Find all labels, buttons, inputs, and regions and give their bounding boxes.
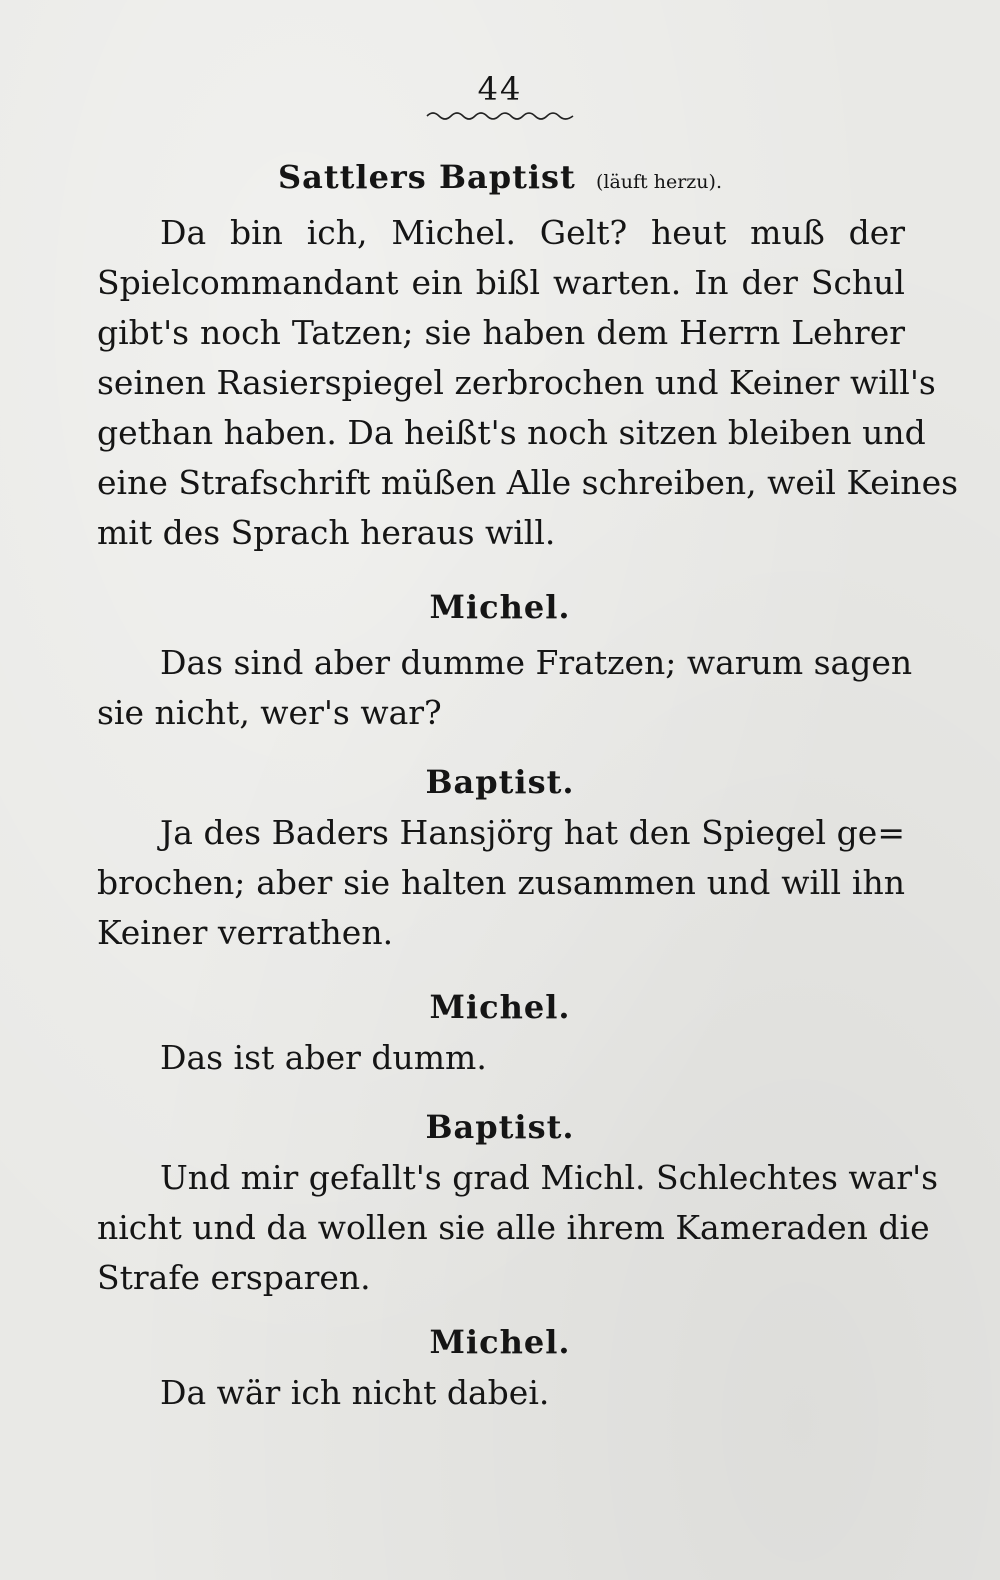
text-line: Und mir gefallt's grad Michl. Schlechtes war's (160, 1158, 939, 1197)
text-line: seinen Rasierspiegel zerbrochen und Keiner will's (97, 363, 936, 402)
text-line: eine Strafschrift müßen Alle schreiben, weil Keines (97, 463, 959, 502)
speaker-heading (0, 158, 1000, 196)
speaker-heading: Michel. (429, 588, 571, 626)
page-number: 44 (477, 70, 523, 108)
text-line: Strafe ersparen. (97, 1258, 371, 1297)
text-line: Keiner verrathen. (97, 913, 394, 952)
speaker-heading: Baptist. (425, 763, 575, 801)
text-line: Ja des Baders Hansjörg hat den Spiegel ge= (160, 813, 905, 852)
text-line: sie nicht, wer's war? (97, 693, 442, 732)
text-line: nicht und da wollen sie alle ihrem Kameraden die (97, 1208, 930, 1247)
speaker-heading: Michel. (429, 988, 571, 1026)
speaker-name: Sattlers Baptist (278, 158, 576, 196)
speaker-heading: Michel. (429, 1323, 571, 1361)
text-line: Das sind aber dumme Fratzen; warum sagen (160, 643, 913, 682)
text-line: Da bin ich, Michel. Gelt? heut muß der (160, 213, 905, 252)
stage-direction: (läuft herzu). (595, 171, 722, 193)
wave-ornament-icon (425, 106, 575, 122)
text-line: Da wär ich nicht dabei. (160, 1373, 550, 1412)
text-line: brochen; aber sie halten zusammen und will ihn (97, 863, 905, 902)
speaker-heading: Baptist. (425, 1108, 575, 1146)
text-line: gibt's noch Tatzen; sie haben dem Herrn Lehrer (97, 313, 905, 352)
text-line: mit des Sprach heraus will. (97, 513, 556, 552)
text-line: Spielcommandant ein bißl warten. In der Schul (97, 263, 905, 302)
text-line: gethan haben. Da heißt's noch sitzen bleiben und (97, 413, 926, 452)
text-line: Das ist aber dumm. (160, 1038, 487, 1077)
